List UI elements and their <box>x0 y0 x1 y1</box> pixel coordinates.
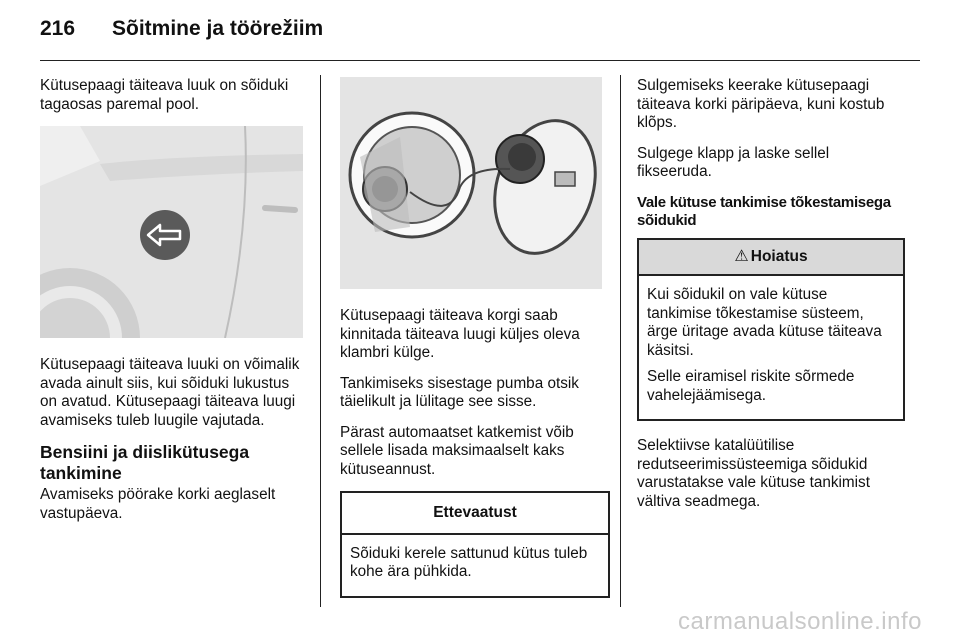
max-additions-paragraph: Pärast automaatset katkemist võib sellele lisada maksimaalselt kaks kütuseannust. <box>340 423 574 478</box>
page-title: Sõitmine ja töörežiim <box>112 17 324 40</box>
column-1 <box>40 77 308 535</box>
warning-triangle-icon: ⚠ <box>734 247 749 265</box>
header-divider <box>40 60 920 61</box>
scr-paragraph: Selektiivse katalüütilise redutseerimissüsteemiga sõidukid varustatakse vale kütuse tankimist vältiva seadmega. <box>637 437 870 510</box>
column-divider-2 <box>620 75 621 607</box>
page-number: 216 <box>40 17 76 40</box>
warning-text-1: Kui sõidukil on vale kütuse tankimise tõkestamise süsteem, ärge üritage avada kütuse täiteava käsitsi. <box>647 286 882 359</box>
column-divider-1 <box>320 75 321 607</box>
close-cap-paragraph: Sulgemiseks keerake kütusepaagi täiteava korki päripäeva, kuni kostub klõps. <box>637 77 885 131</box>
watermark: carmanualsonline.info <box>678 608 922 635</box>
cap-clip-paragraph: Kütusepaagi täiteava korgi saab kinnitada täiteava luugi küljes oleva klambri külge. <box>340 307 580 361</box>
warning-title: Hoiatus <box>750 247 808 265</box>
close-flap-paragraph: Sulgege klapp ja laske sellel fikseeruda. <box>637 144 830 180</box>
caution-text: Sõiduki kerele sattunud kütus tuleb kohe ära pühkida. <box>350 544 588 580</box>
intro-paragraph: Kütusepaagi täiteava luuk on sõiduki tagaosas paremal pool. <box>40 77 289 113</box>
fuel-cap-illustration <box>340 77 602 289</box>
open-cap-paragraph: Avamiseks pöörake korki aeglaselt vastupäeva. <box>40 486 276 522</box>
flap-open-paragraph: Kütusepaagi täiteava luuki on võimalik avada ainult siis, kui sõiduki lukustus on avatud. Kütusepaagi täiteava luugi avamiseks tuleb luugile vajutada. <box>40 356 300 429</box>
caution-title: Ettevaatust <box>342 493 608 535</box>
column-3 <box>637 77 905 523</box>
warning-text-2: Selle eiramisel riskite sõrmede vahelejäämisega. <box>647 368 855 404</box>
fuel-flap-illustration <box>40 126 303 338</box>
section-heading: Bensiini ja diislikütusega tankimine <box>40 442 250 483</box>
warning-header <box>639 240 903 277</box>
column-2 <box>340 77 610 614</box>
caution-box <box>340 491 610 598</box>
misfuel-subheading: Vale kütuse tankimise tõkestamisega sõidukid <box>637 193 891 229</box>
warning-box <box>637 238 905 422</box>
page-header <box>40 17 920 59</box>
insert-nozzle-paragraph: Tankimiseks sisestage pumba otsik täielikult ja lülitage see sisse. <box>340 374 579 410</box>
